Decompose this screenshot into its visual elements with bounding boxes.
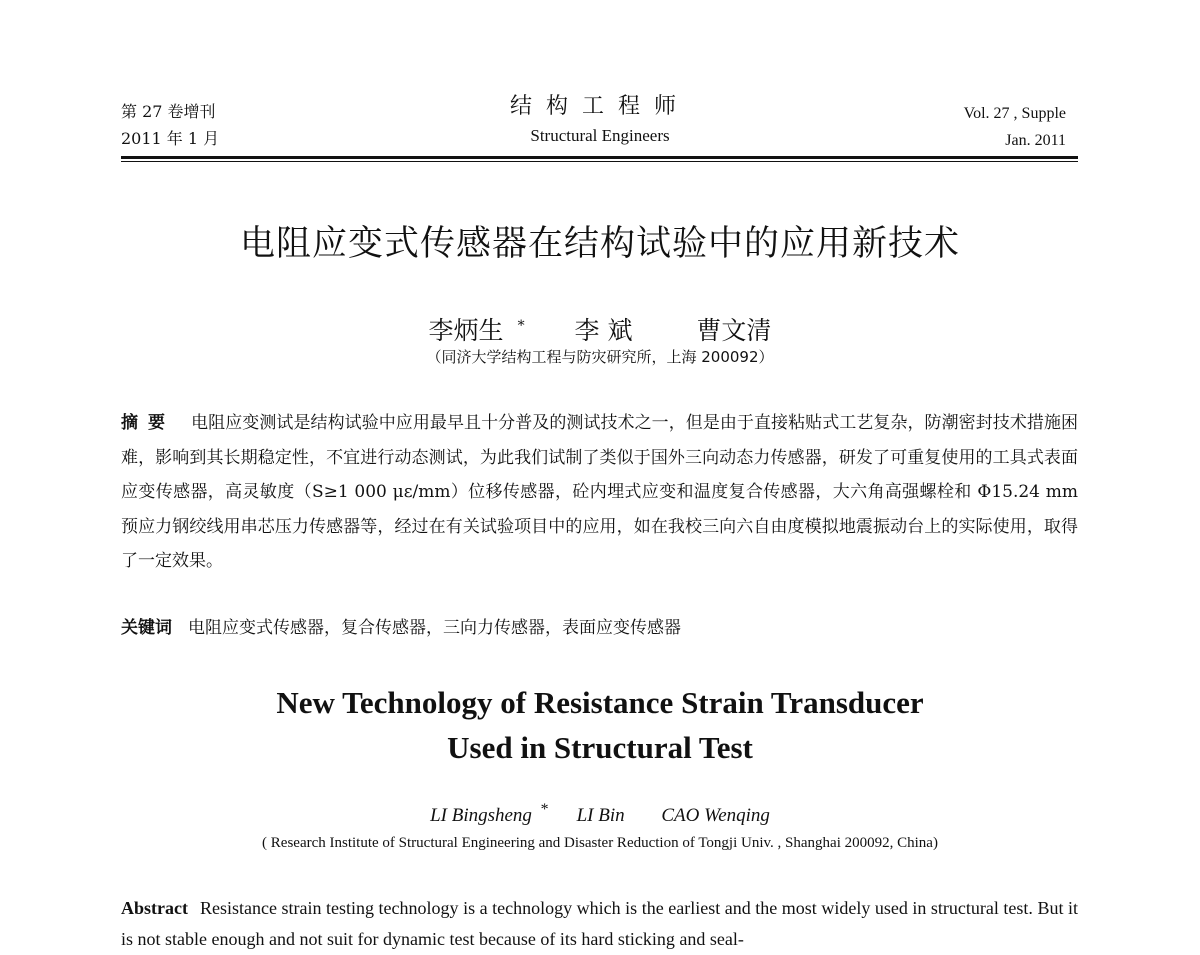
affiliation-en: ( Research Institute of Structural Engineering and Disaster Reduction of Tongji Univ. , Shanghai 200092, China) bbox=[262, 835, 938, 851]
abstract-label-en: Abstract bbox=[121, 898, 188, 918]
abstract-cn bbox=[121, 406, 1078, 579]
journal-name-cn: 结构工程师 bbox=[509, 94, 690, 119]
author-cn: 李 斌 bbox=[574, 316, 633, 346]
abstract-label-cn: 摘要 bbox=[121, 413, 176, 433]
abstract-en bbox=[121, 893, 1078, 955]
journal-name-en: Structural Engineers bbox=[530, 126, 670, 145]
abstract-text-cn: 电阻应变测试是结构试验中应用最早且十分普及的测试技术之一，但是由于直接粘贴式工艺复杂，防潮密封技术措施困难，影响到其长期稳定性，不宜进行动态测试，为此我们试制了类似于国外三向动态力传感器，研发了可重复使用的工具式表面应变传感器，高灵敏度（S≥1 000 με/mm）位移传感器，砼内埋式应变和温度复合传感器，大六角高强螺栓和 Φ15.24 mm 预应力钢绞线用串芯压力传感器等，经过在有关试验项目中的应用，如在我校三向六自由度模拟地震振动台上的实际使用，取得了一定效果。 bbox=[121, 413, 1079, 571]
author-list-cn bbox=[0, 310, 1200, 347]
paper-title-en-line1: New Technology of Resistance Strain Transducer bbox=[276, 685, 924, 720]
keywords-cn bbox=[121, 613, 1078, 643]
paper-title-en-line2: Used in Structural Test bbox=[447, 730, 753, 765]
date-label-en: Jan. 2011 bbox=[1005, 132, 1066, 149]
date-label: 2011 年 1 月 bbox=[121, 129, 220, 148]
header-rule-thin bbox=[121, 161, 1078, 162]
volume-label-en: Vol. 27 , Supple bbox=[963, 105, 1066, 122]
author-cn: 曹文清 bbox=[696, 316, 772, 346]
affiliation-cn: （同济大学结构工程与防灾研究所，上海 200092） bbox=[426, 348, 774, 366]
header-rule-thick bbox=[121, 156, 1078, 159]
author-cn: 李炳生 * bbox=[428, 316, 525, 346]
journal-name bbox=[400, 92, 800, 150]
journal-issue-info bbox=[121, 98, 219, 152]
abstract-text-en: Resistance strain testing technology is a technology which is the earliest and the most widely used in structural test. But it is not stable enough and not suit for dynamic test because of its hard sticking and seal- bbox=[121, 898, 1078, 949]
author-list-en bbox=[0, 796, 1200, 830]
journal-volume-en bbox=[964, 100, 1066, 154]
paper-title-en bbox=[0, 680, 1200, 770]
keywords-label-cn: 关键词 bbox=[121, 618, 172, 638]
author-en: LI Bin bbox=[576, 805, 625, 827]
author-en: CAO Wenqing bbox=[661, 805, 770, 827]
volume-label: 第 27 卷增刊 bbox=[121, 102, 216, 121]
keywords-text-cn: 电阻应变式传感器，复合传感器，三向力传感器，表面应变传感器 bbox=[188, 618, 681, 638]
paper-title-cn: 电阻应变式传感器在结构试验中的应用新技术 bbox=[239, 224, 960, 264]
author-en: LI Bingsheng * bbox=[430, 801, 548, 827]
